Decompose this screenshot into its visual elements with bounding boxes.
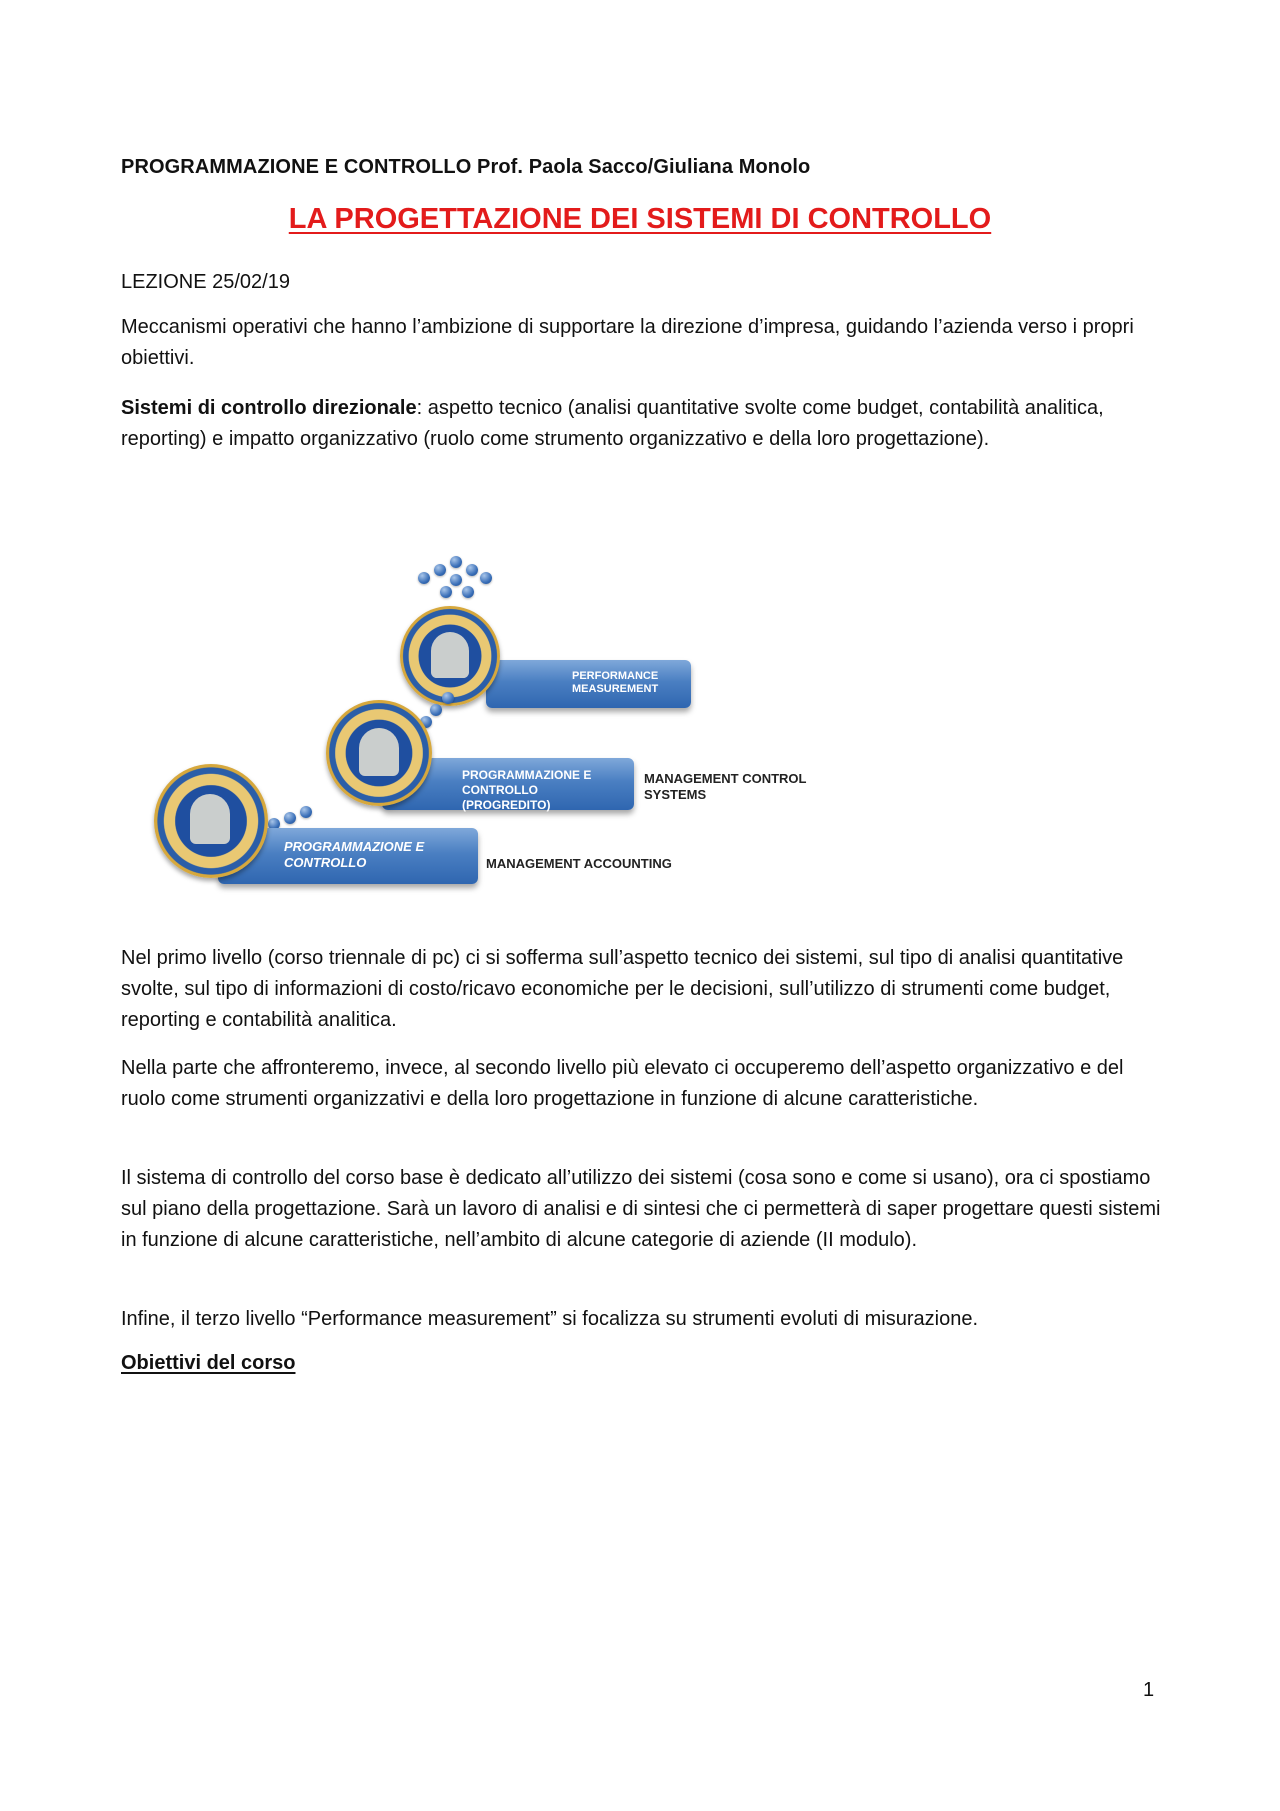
level-3-label: PERFORMANCE MEASUREMENT <box>572 670 659 695</box>
decor-dot <box>450 556 462 568</box>
level-1-side-label: MANAGEMENT ACCOUNTING <box>486 856 672 871</box>
levels-diagram <box>150 566 830 906</box>
decor-dot <box>418 572 430 584</box>
paragraph-control-system: Il sistema di controllo del corso base è dedicato all’utilizzo dei sistemi (cosa sono e come si usano), ora ci spostiamo sul piano della progettazione. Sarà un lavoro di analisi e di sintesi che ci permetterà di saper progettare questi sistemi in funzione di alcune caratteristiche, nell’ambito di alcune categorie di aziende (II modulo). <box>121 1167 1161 1251</box>
university-seal-icon <box>400 606 500 706</box>
paragraph-first-level: Nel primo livello (corso triennale di pc) ci si sofferma sull’aspetto tecnico dei sistemi, sul tipo di analisi quantitative svolte, sul tipo di informazioni di costo/ricavo economiche per le decisioni, sull’utilizzo di strumenti come budget, reporting e contabilità analitica. <box>121 947 1124 1031</box>
definition-term: Sistemi di controllo direzionale <box>121 397 417 419</box>
decor-dot <box>442 692 454 704</box>
section-heading: Obiettivi del corso <box>121 1352 296 1374</box>
decor-dot <box>430 704 442 716</box>
level-2-label: PROGRAMMAZIONE E CONTROLLO (PROGREDITO) <box>462 768 592 812</box>
decor-dot <box>450 574 462 586</box>
level-1-label: PROGRAMMAZIONE E CONTROLLO <box>284 839 425 870</box>
level-3-bar <box>486 660 691 708</box>
decor-dot <box>440 586 452 598</box>
university-seal-icon <box>326 700 432 806</box>
paragraph-third-level: Infine, il terzo livello “Performance measurement” si focalizza su strumenti evoluti di misurazione. <box>121 1308 979 1330</box>
page-title: LA PROGETTAZIONE DEI SISTEMI DI CONTROLLO <box>288 203 992 235</box>
course-header: PROGRAMMAZIONE E CONTROLLO Prof. Paola Sacco/Giuliana Monolo <box>121 156 811 178</box>
paragraph-second-level: Nella parte che affronteremo, invece, al secondo livello più elevato ci occuperemo dell’aspetto organizzativo e del ruolo come strumenti organizzativi e della loro progettazione in funzione di alcune caratteristiche. <box>121 1057 1124 1110</box>
paragraph-intro: Meccanismi operativi che hanno l’ambizione di supportare la direzione d’impresa, guidando l’azienda verso i propri obiettivi. <box>121 316 1134 369</box>
decor-dot <box>466 564 478 576</box>
university-seal-icon <box>154 764 268 878</box>
decor-dot <box>480 572 492 584</box>
definition-text: : aspetto tecnico (analisi quantitative svolte come budget, contabilità analitica, reporting) e impatto organizzativo (ruolo come strumento organizzativo e della loro progettazione). <box>121 397 1104 450</box>
lesson-date: LEZIONE 25/02/19 <box>121 271 290 293</box>
level-2-side-label: MANAGEMENT CONTROL SYSTEMS <box>644 771 807 802</box>
decor-dot <box>434 564 446 576</box>
page-number: 1 <box>1143 1679 1155 1701</box>
decor-dot <box>300 806 312 818</box>
paragraph-definition <box>121 393 1166 455</box>
decor-dot <box>462 586 474 598</box>
decor-dot <box>284 812 296 824</box>
